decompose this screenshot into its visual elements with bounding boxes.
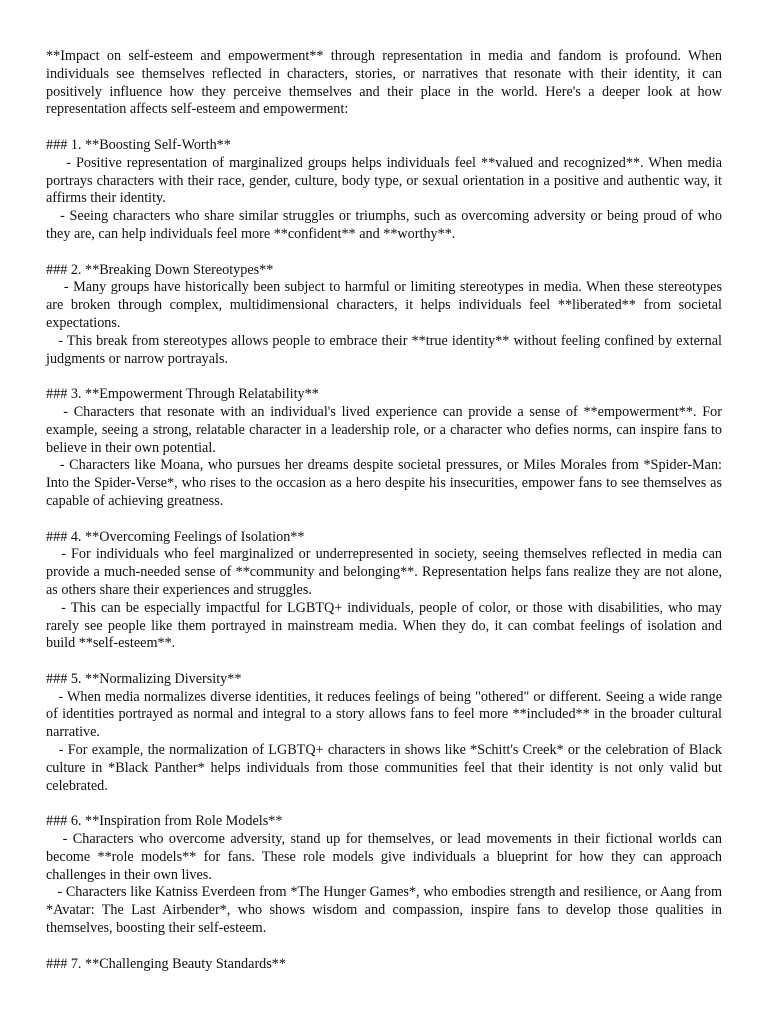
section-5 — [46, 670, 726, 796]
bullet-item: - When media normalizes diverse identities, it reduces feelings of being "othered" or different. Seeing a wide range of identities portrayed as normal and integral to a story allows fans to feel more **included** in the broader cultural narrative. — [46, 688, 726, 741]
bullet-item: - For individuals who feel marginalized or underrepresented in society, seeing themselves reflected in media can provide a much-needed sense of **community and belonging**. Representation helps fans realize they are not alone, as others share their experiences and struggles. — [46, 546, 726, 598]
section-heading: ### 6. **Inspiration from Role Models** — [46, 813, 283, 830]
bullet-item: - Characters like Katniss Everdeen from *The Hunger Games*, who embodies strength and resilience, or Aang from *Avatar: The Last Airbender*, who shows wisdom and compassion, inspire fans to develop those qualities in themselves, boosting their self-esteem. — [46, 884, 726, 937]
section-4 — [46, 528, 726, 654]
bullet-item: - Characters who overcome adversity, stand up for themselves, or lead movements in their fictional worlds can become **role models** for fans. These role models give individuals a blueprint for how they can approach challenges in their own lives. — [46, 831, 726, 883]
section-7 — [46, 956, 722, 974]
bullet-item: - Characters like Moana, who pursues her dreams despite societal pressures, or Miles Morales from *Spider-Man: Into the Spider-Verse*, who rises to the occasion as a hero despite his insecurities, empower fans to see themselves as capable of achieving greatness. — [46, 457, 726, 509]
bullet-item: - This break from stereotypes allows people to embrace their **true identity** without feeling confined by external judgments or narrow portrayals. — [46, 332, 726, 367]
bullet-item: - Characters that resonate with an individual's lived experience can provide a sense of **empowerment**. For example, seeing a strong, relatable character in a leadership role, or a character who defies norms, can inspire fans to believe in their own potential. — [46, 403, 726, 456]
section-heading: ### 4. **Overcoming Feelings of Isolation** — [46, 528, 305, 545]
section-heading: ### 5. **Normalizing Diversity** — [46, 670, 242, 687]
bullet-item: - Many groups have historically been subject to harmful or limiting stereotypes in media. When these stereotypes are broken through complex, multidimensional characters, it helps individuals feel **liberated** from societal expectations. — [46, 279, 726, 331]
intro-paragraph: **Impact on self-esteem and empowerment** through representation in media and fandom is profound. When individuals see themselves reflected in characters, stories, or narratives that resonate with their identity, it can positively influence how they perceive themselves and their place in the world. Here's a deeper look at how representation affects self-esteem and empowerment: — [46, 48, 722, 118]
section-6 — [46, 813, 726, 938]
section-3 — [46, 386, 726, 511]
section-1 — [46, 136, 726, 244]
document-body — [46, 48, 726, 991]
section-heading: ### 3. **Empowerment Through Relatability** — [46, 386, 319, 403]
bullet-item: - Positive representation of marginalized groups helps individuals feel **valued and recognized**. When media portrays characters with their race, gender, culture, body type, or sexual orientation in a positive and authentic way, it affirms their identity. — [46, 154, 726, 207]
section-heading: ### 7. **Challenging Beauty Standards** — [46, 955, 286, 972]
bullet-item: - This can be especially impactful for LGBTQ+ individuals, people of color, or those with disabilities, who may rarely see people like them portrayed in mainstream media. When they do, it can combat feelings of isolation and build **self-esteem**. — [46, 599, 726, 652]
section-heading: ### 1. **Boosting Self-Worth** — [46, 136, 231, 153]
bullet-item: - For example, the normalization of LGBTQ+ characters in shows like *Schitt's Creek* or the celebration of Black culture in *Black Panther* helps individuals from those communities feel that their identity is not only valid but celebrated. — [46, 742, 726, 794]
section-heading: ### 2. **Breaking Down Stereotypes** — [46, 261, 274, 278]
section-2 — [46, 261, 726, 369]
bullet-item: - Seeing characters who share similar struggles or triumphs, such as overcoming adversity or being proud of who they are, can help individuals feel more **confident** and **worthy**. — [46, 208, 726, 242]
